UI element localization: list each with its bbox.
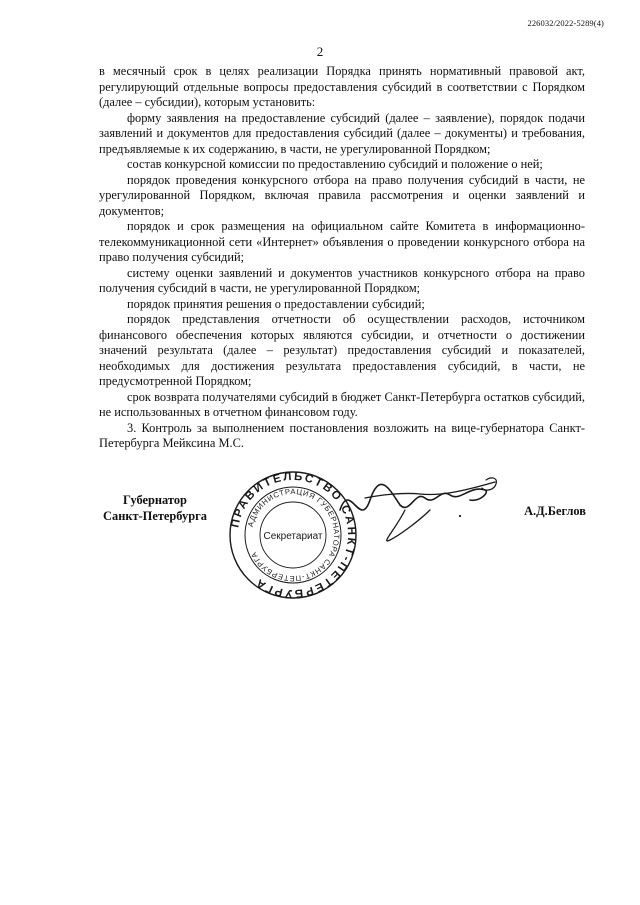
paragraph-refund-term: срок возврата получателями субсидий в бюджет Санкт-Петербурга остатков субсидий, не использованных в отчетном финансовом году. [99, 389, 585, 419]
paragraph-application-form: форму заявления на предоставление субсидий (далее – заявление), порядок подачи заявлений и документов для предоставления субсидий (далее – документы) и требования, предъявляемые к их содержанию, в части, не урегулированной Порядком; [99, 110, 585, 156]
signature-block [0, 470, 640, 600]
paragraph-control: 3. Контроль за выполнением постановления возложить на вице-губернатора Санкт-Петербурга Мейксина М.С. [99, 420, 585, 450]
signatory-name: А.Д.Беглов [524, 504, 586, 518]
stamp-outer-text: ПРАВИТЕЛЬСТВО САНКТ-ПЕТЕРБУРГА [229, 470, 358, 600]
signatory-title [100, 492, 210, 524]
paragraph-announcement: порядок и срок размещения на официальном сайте Комитета в информационно-телекоммуникационной сети «Интернет» объявления о проведении конкурсного отбора на право получения субсидий; [99, 219, 585, 264]
signatory-title-line2: Санкт-Петербурга [103, 509, 207, 523]
document-registration-number: 226032/2022-5289(4) [527, 18, 604, 28]
paragraph-commission: состав конкурсной комиссии по предоставлению субсидий и положение о ней; [127, 157, 543, 171]
paragraph-intro: в месячный срок в целях реализации Порядка принять нормативный правовой акт, регулирующий отдельные вопросы предоставления субсидий в соответствии с Порядком (далее – субсидии), которым установить: [99, 64, 585, 109]
handwritten-signature [310, 470, 510, 550]
paragraph-reporting: порядок представления отчетности об осуществлении расходов, источником финансового обеспечения которых являются субсидии, и отчетности о достижении значений результата (далее – результат) предоставления субсидий и показателей, необходимых для достижения результата предоставления субсидий, в части, не предусмотренной Порядком; [99, 312, 585, 388]
paragraph-selection-procedure: порядок проведения конкурсного отбора на право получения субсидий в части, не урегулированной Порядком, включая правила рассмотрения и оценки заявлений и документов; [99, 172, 585, 218]
stamp-center-text: Секретариат [263, 531, 323, 542]
signatory-title-line1: Губернатор [123, 493, 187, 507]
document-body [99, 64, 585, 452]
paragraph-evaluation-system: систему оценки заявлений и документов участников конкурсного отбора на право получения субсидий в части, не урегулированной Порядком; [99, 265, 585, 295]
page-number: 2 [316, 44, 324, 59]
paragraph-decision: порядок принятия решения о предоставлении субсидий; [127, 296, 425, 311]
stamp-inner-text: АДМИНИСТРАЦИЯ ГУБЕРНАТОРА САНКТ-ПЕТЕРБУРГА [245, 486, 342, 584]
